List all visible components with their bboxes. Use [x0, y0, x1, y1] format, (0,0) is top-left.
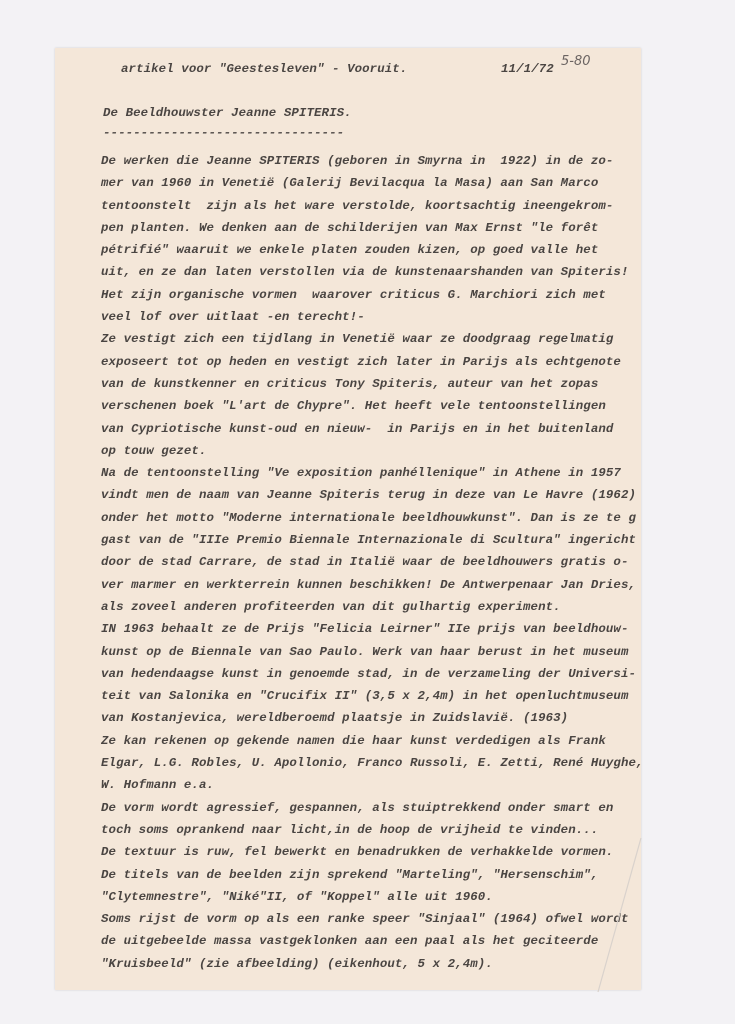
text-line: De textuur is ruw, fel bewerkt en benadrukken de verhakkelde vormen.: [101, 845, 614, 860]
title-underline: --------------------------------: [103, 126, 345, 140]
article-title: De Beeldhouwster Jeanne SPITERIS.: [103, 106, 352, 120]
text-line: tentoonstelt zijn als het ware verstolde, koortsachtig ineengekrom-: [101, 198, 614, 213]
text-line: veel lof over uitlaat -en terecht!-: [101, 310, 365, 325]
text-line: IN 1963 behaalt ze de Prijs "Felicia Leirner" IIe prijs van beeldhouw-: [101, 622, 629, 637]
text-line: pen planten. We denken aan de schilderijen van Max Ernst "le forêt: [101, 220, 599, 235]
text-line: vindt men de naam van Jeanne Spiteris terug in deze van Le Havre (1962): [101, 488, 637, 503]
text-line: kunst op de Biennale van Sao Paulo. Werk van haar berust in het museum: [101, 644, 629, 659]
text-line: van Cypriotische kunst-oud en nieuw- in Parijs en in het buitenland: [101, 421, 614, 436]
text-line: Elgar, L.G. Robles, U. Apollonio, Franco Russoli, E. Zetti, René Huyghe,: [101, 756, 644, 771]
text-line: "Kruisbeeld" (zie afbeelding) (eikenhout, 5 x 2,4m).: [101, 956, 493, 971]
text-line: "Clytemnestre", "Niké"II, of "Koppel" alle uit 1960.: [101, 889, 493, 904]
text-line: W. Hofmann e.a.: [101, 778, 215, 793]
text-line: teit van Salonika en "Crucifix II" (3,5 x 2,4m) in het openluchtmuseum: [101, 689, 629, 704]
text-line: toch soms oprankend naar licht,in de hoop de vrijheid te vinden...: [101, 822, 599, 837]
text-line: gast van de "IIIe Premio Biennale Internazionale di Scultura" ingericht: [101, 533, 637, 548]
text-line: Soms rijst de vorm op als een ranke speer "Sinjaal" (1964) ofwel wordt: [101, 912, 629, 927]
text-line: Ze vestigt zich een tijdlang in Venetië waar ze doodgraag regelmatig: [101, 332, 614, 347]
text-line: op touw gezet.: [101, 443, 207, 458]
text-line: de uitgebeelde massa vastgeklonken aan een paal als het geciteerde: [101, 934, 599, 949]
date: 11/1/72: [501, 62, 554, 76]
text-line: Het zijn organische vormen waarover criticus G. Marchiori zich met: [101, 287, 606, 302]
handwritten-note: 5-80: [561, 54, 591, 69]
header-text: artikel voor "Geestesleven" - Vooruit.: [121, 62, 408, 76]
text-line: als zoveel anderen profiteerden van dit gulhartig experiment.: [101, 599, 561, 614]
text-line: De titels van de beelden zijn sprekend "Marteling", "Hersenschim",: [101, 867, 599, 882]
text-line: Ze kan rekenen op gekende namen die haar kunst verdedigen als Frank: [101, 733, 606, 748]
text-line: door de stad Carrare, de stad in Italië waar de beeldhouwers gratis o-: [101, 555, 629, 570]
text-line: van hedendaagse kunst in genoemde stad, in de verzameling der Universi-: [101, 666, 637, 681]
text-line: uit, en ze dan laten verstollen via de kunstenaarshanden van Spiteris!: [101, 265, 629, 280]
text-line: exposeert tot op heden en vestigt zich later in Parijs als echtgenote: [101, 354, 621, 369]
text-line: mer van 1960 in Venetië (Galerij Bevilacqua la Masa) aan San Marco: [101, 176, 599, 191]
text-line: ver marmer en werkterrein kunnen beschikken! De Antwerpenaar Jan Dries,: [101, 577, 637, 592]
text-line: Na de tentoonstelling "Ve exposition panhéllenique" in Athene in 1957: [101, 466, 621, 481]
text-line: onder het motto "Moderne internationale beeldhouwkunst". Dan is ze te g: [101, 510, 637, 525]
text-line: verschenen boek "L'art de Chypre". Het heeft vele tentoonstellingen: [101, 399, 606, 414]
text-line: De vorm wordt agressief, gespannen, als stuiptrekkend onder smart en: [101, 800, 614, 815]
text-line: De werken die Jeanne SPITERIS (geboren in Smyrna in 1922) in de zo-: [101, 154, 614, 168]
text-line: van de kunstkenner en criticus Tony Spiteris, auteur van het zopas: [101, 376, 599, 391]
text-line: van Kostanjevica, wereldberoemd plaatsje in Zuidslavië. (1963): [101, 711, 569, 726]
text-line: pétrifié" waaruit we enkele platen zouden kizen, op goed valle het: [101, 243, 599, 258]
